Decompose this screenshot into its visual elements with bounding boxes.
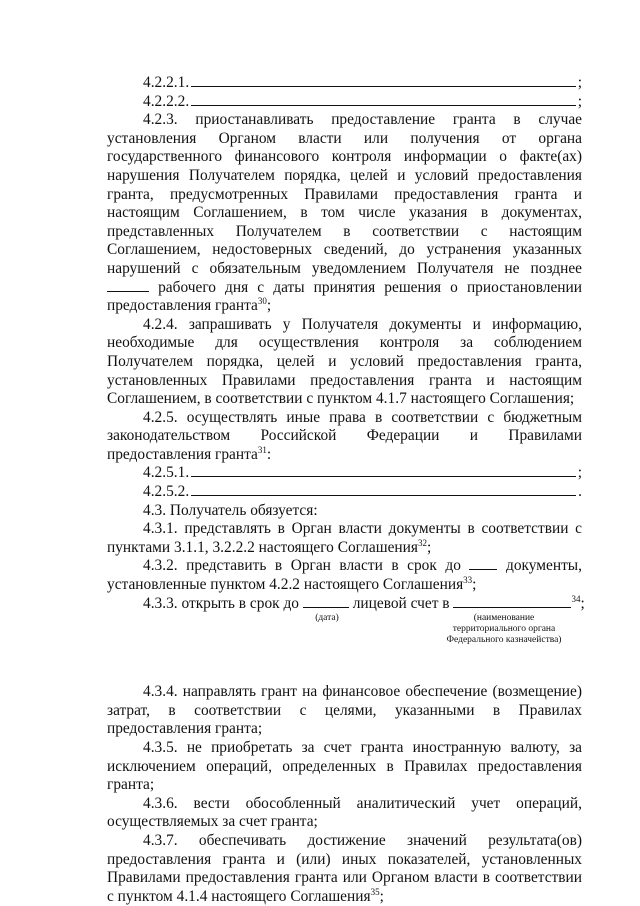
paragraph-4-2-4: 4.2.4. запрашивать у Получателя документы и информацию, необходимые для осуществления контроля за соблюдением Получателем порядка, целей и условий предоставления гранта, установленных Правилами предоставления гранта и настоящим Соглашением, в соответствии с пунктом 4.1.7 настоящего Соглашения; [107, 315, 582, 408]
paragraph-4-2-5 [107, 409, 582, 465]
paragraph-text: рабочего дня с даты принятия решения о приостановлении предоставления гранта [107, 278, 582, 315]
paragraph-text: 4.3.1. представлять в Орган власти документы в соответствии с пунктами 3.1.1, 3.2.2.2 настоящего Соглашения [107, 520, 582, 556]
punctuation: ; [577, 92, 582, 110]
paragraph-4-2-3 [107, 111, 582, 316]
footnote-ref: 35 [370, 886, 380, 897]
punctuation: ; [379, 887, 384, 905]
paragraph-text: лицевой счет в [352, 594, 450, 612]
blank-line [191, 85, 576, 87]
paragraph-text: 4.3.3. открыть в срок до [143, 594, 299, 612]
blank-date [469, 569, 497, 570]
paragraph-4-3-6: 4.3.6. вести обособленный аналитический учет операций, осуществляемых за счет гранта; [107, 794, 582, 831]
document-page [107, 74, 585, 906]
paragraph-text: 4.3.2. представить в Орган власти в срок до [143, 557, 461, 575]
footnote-ref: 32 [417, 537, 427, 548]
item-number: 4.2.5.2. [143, 483, 190, 501]
punctuation: . [578, 483, 582, 501]
paragraph-4-3-5: 4.3.5. не приобретать за счет гранта иностранную валюту, за исключением операций, определенных в Правилах предоставления гранта; [107, 739, 582, 794]
field-captions [107, 613, 582, 673]
caption-date: (дата) [315, 613, 339, 624]
punctuation: ; [577, 464, 582, 482]
paragraph-text: 4.2.5. осуществлять иные права в соответствии с бюджетным законодательством Российской Федерации и Правилами предоставления гранта [107, 408, 582, 463]
paragraph-4-3-3 [107, 593, 585, 614]
punctuation: ; [580, 594, 585, 612]
line-4-2-5-2 [107, 483, 582, 502]
item-number: 4.2.2.2. [143, 92, 190, 110]
blank-line [191, 494, 576, 496]
blank-line [191, 104, 576, 106]
footnote-ref: 33 [463, 574, 473, 585]
item-number: 4.2.2.1. [143, 74, 190, 91]
paragraph-4-3-7 [107, 832, 582, 906]
paragraph-4-3: 4.3. Получатель обязуется: [143, 501, 318, 519]
punctuation: ; [472, 576, 477, 594]
paragraph-4-3-2 [107, 557, 582, 594]
line-4-2-2-1 [107, 74, 582, 93]
line-4-2-2-2 [107, 93, 582, 112]
punctuation: ; [426, 538, 432, 556]
footnote-ref: 30 [257, 296, 267, 306]
blank-treasury-body [453, 607, 571, 608]
paragraph-text: 4.3.7. обеспечивать достижение значений результата(ов) предоставления гранта и (или) иных показателей, установленных Правилами предоставления гранта или Органом власти в соответствии с пунктом 4.1.4 настоящего Соглашения [107, 831, 582, 905]
punctuation: ; [266, 297, 272, 315]
paragraph-text: 4.2.3. приостанавливать предоставление гранта в случае установления Органом власти или получения от органа государственного финансового контроля информации о факте(ах) нарушения Получателем порядка, целей и условий предоставления гранта, предусмотренных Правилами предоставления гранта и настоящим Соглашением, в том числе указания в документах, представленных Получателем в соответствии с настоящим Соглашением, недостоверных сведений, до устранения указанных нарушений с обязательным уведомлением Получателя не позднее [107, 111, 582, 277]
punctuation: ; [577, 74, 582, 91]
paragraph-4-3-1 [107, 520, 582, 557]
line-4-2-5-1 [107, 464, 582, 483]
paragraph-4-3-4: 4.3.4. направлять грант на финансовое обеспечение (возмещение) затрат, в соответствии с целями, указанными в Правилах предоставления гранта; [107, 683, 582, 738]
footnote-ref: 31 [257, 444, 267, 455]
blank-date [303, 607, 349, 608]
punctuation: : [266, 445, 272, 463]
blank-days [107, 291, 149, 292]
paragraph-text: документы, установленные пунктом 4.2.2 настоящего Соглашения [107, 557, 582, 594]
caption-treasury-body: (наименование территориального органа Федерального казначейства) [446, 613, 562, 646]
footnote-ref: 34 [571, 593, 581, 604]
blank-line [191, 475, 576, 477]
item-number: 4.2.5.1. [143, 464, 190, 482]
